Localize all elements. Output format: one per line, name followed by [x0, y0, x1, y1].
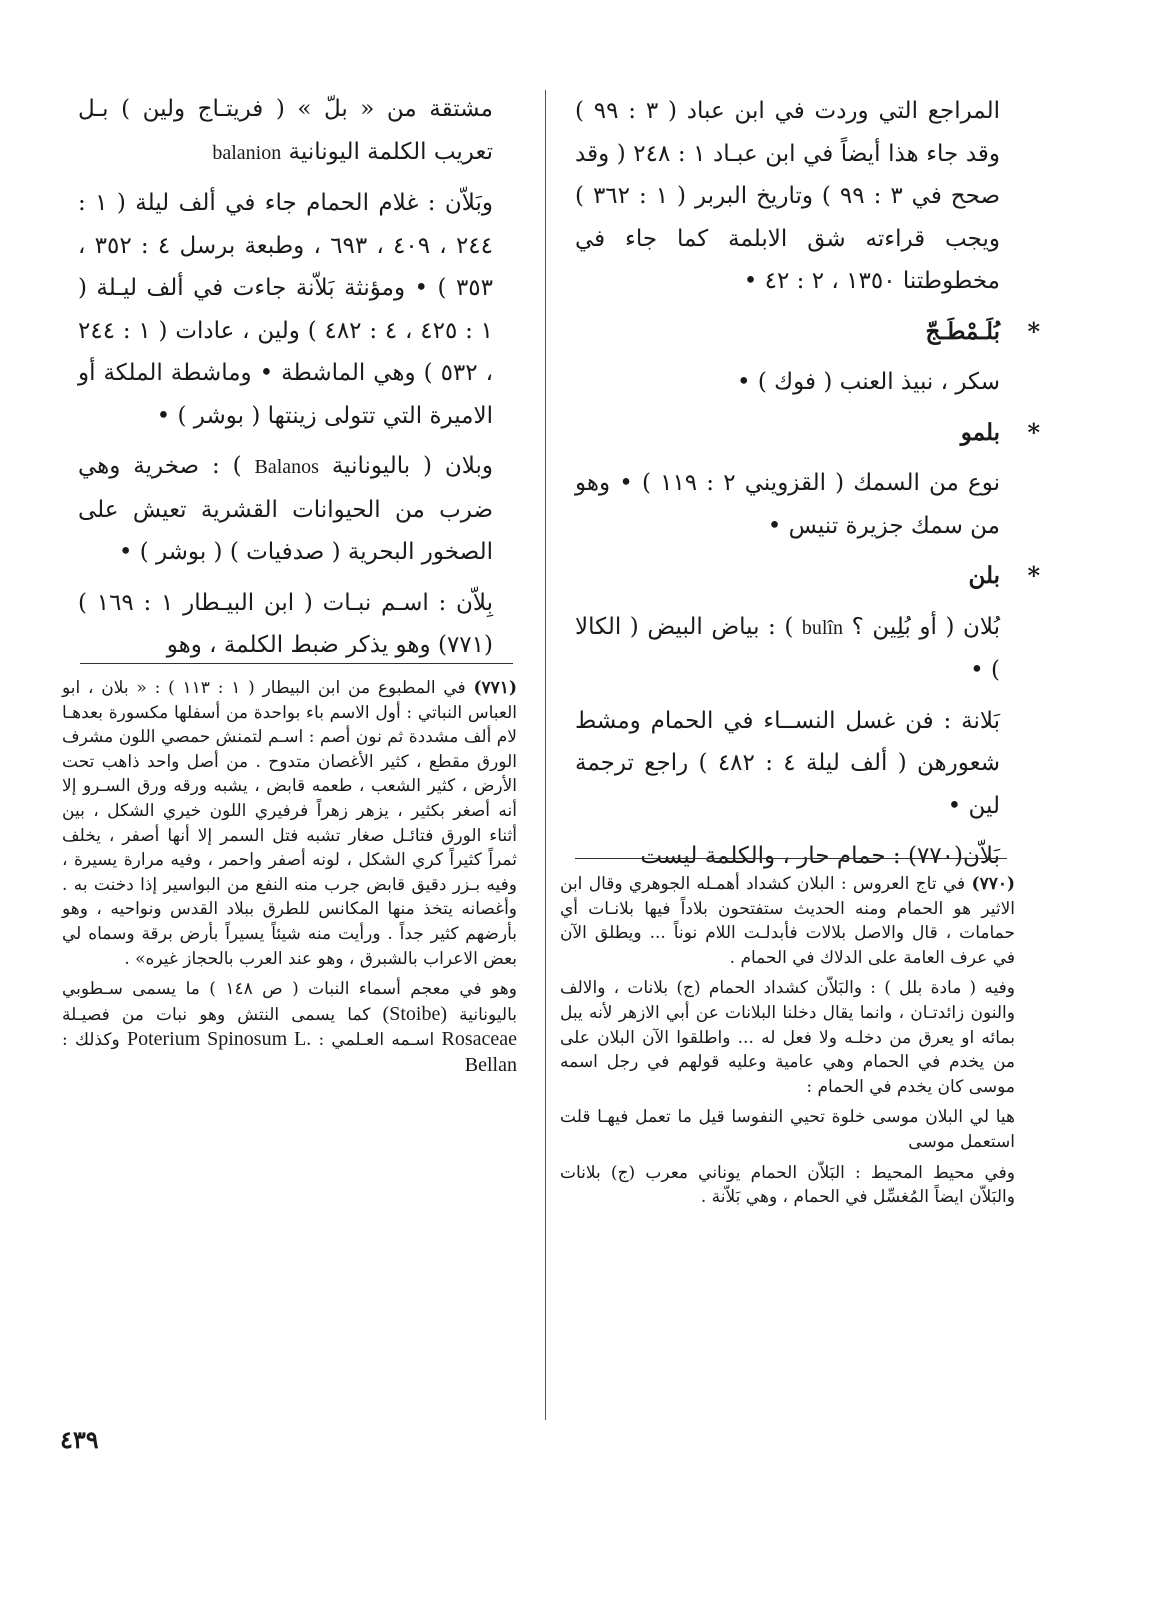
entry-head-balan [575, 555, 1040, 598]
entry-body-part: بُلان ( أو بُلِين ؟ [851, 613, 1000, 640]
footnote-number: (٧٧٠) [971, 874, 1016, 894]
latin-term: bulîn [801, 616, 844, 639]
entry-head-text: بلن [968, 562, 1000, 589]
footnote-771-paragraph-2 [62, 977, 517, 1078]
footnote-number: (٧٧١) [473, 678, 517, 698]
entry-star-icon: * [1027, 561, 1040, 590]
entry-head-text: بُلَـمْطَـجّ [925, 317, 1000, 345]
latin-term: Balanos [254, 456, 319, 478]
latin-term: (Stoibe) [382, 1002, 447, 1025]
left-paragraph-4: بِلاّن : اسـم نبـات ( ابن البيـطار ١ : ١٦٩ )(٧٧١) وهو يذكر ضبط الكلمة ، وهو [78, 589, 493, 658]
left-paragraph-3 [78, 445, 493, 574]
entry-star-icon: * [1027, 316, 1040, 346]
entry-body-balan [575, 606, 1000, 692]
footnote-771-paragraph-1 [62, 676, 517, 971]
footnote-770-verse: هيا لي البلان موسى خلوة تحيي النفوسا قيل ما تعمل فيهـا قلت استعمل موسى [560, 1107, 1015, 1152]
footnote-text: في تاج العروس : البلان كشداد أهمـله الجوهري وقال ابن الاثير هو الحمام ومنه الحديث ستفتحون بلاداً فيها بلانـات أي حمامات ، قال والاصل بلالات فأبدلـت اللام نوناً ... ويطلق الآن في عرف العامة على الدلاك في الحمام . [560, 874, 1015, 968]
text-part: ) : صخرية وهي ضرب من الحيوانات القشرية تعيش على الصخور البحرية ( صدفيات ) ( بوشر ) • [78, 453, 493, 565]
left-column [78, 88, 493, 667]
footnote-divider-left [80, 663, 513, 664]
footnote-770 [560, 872, 1015, 1210]
page-number: ٤٣٩ [60, 1425, 99, 1454]
entry-head-balamtaj [575, 311, 1040, 354]
right-intro-paragraph: المراجع التي وردت في ابن عباد ( ٣ : ٩٩ ) وقد جاء هذا أيضاً في ابن عبـاد ١ : ٢٤٨ ( وقد صحح في ٣ : ٩٩ ) وتاريخ البربر ( ١ : ٣٦٢ ) ويجب قراءته شق الابلمة كما جاء في مخطوطتنا ١٣٥٠ ، ٢ : ٤٢ • [575, 98, 1001, 294]
entry-head-balmu [575, 412, 1040, 455]
entry-body-balamtaj: سكر ، نبيذ العنب ( فوك ) • [737, 369, 1000, 395]
footnote-770-paragraph-2: وفيه ( مادة بلل ) : والبَلاّن كشداد الحمام (ج) بلانات ، والالف والنون زائدتـان ، وانما يقال دخلنا البلانات عن أبي الازهر لأنه يبل بمائه او يعرق من دخلـه ولا فعل له ... واطلقوا الآن البلان على من يخدم في الحمام وهي عامية وعليه قولهم في رجل اسمه موسى كان يخدم في الحمام : [560, 978, 1015, 1097]
footnote-771 [62, 676, 517, 1079]
latin-term: Poterium Spinosum L. [126, 1028, 312, 1051]
latin-term: Rosaceae [441, 1028, 518, 1051]
latin-term: Bellan [464, 1053, 517, 1076]
entry-star-icon: * [1027, 417, 1040, 447]
footnote-divider-right [575, 858, 1007, 859]
text-part: مشتقة من « بلّ » ( فريتـاج ولين ) بـل تعريب الكلمة اليونانية [78, 96, 493, 165]
latin-term: balanion [212, 141, 282, 164]
left-paragraph-1 [78, 88, 493, 174]
paragraph-ballana: بَلانة : فن غسل النســاء في الحمام ومشط شعورهن ( ألف ليلة ٤ : ٤٨٢ ) راجع ترجمة لين • [575, 707, 1000, 819]
paragraph-ballan: بَلاّن(٧٧٠) : حمام حار ، والكلمة ليست [640, 843, 1000, 869]
text-part: وبلان ( باليونانية [331, 453, 493, 479]
left-paragraph-2: وبَلاّن : غلام الحمام جاء في ألف ليلة ( ١ : ٢٤٤ ، ٤٠٩ ، ٦٩٣ ، وطبعة برسل ٤ : ٣٥٢ ، ٣٥٣ ) • ومؤنثة بَلاّنة جاءت في ألف ليـلة ( ١ : ٤٢٥ ، ٤ : ٤٨٢ ) ولين ، عادات ( ١ : ٢٤٤ ، ٥٣٢ ) وهي الماشطة • وماشطة الملكة أو الاميرة التي تتولى زينتها ( بوشر ) • [78, 190, 494, 429]
entry-body-balmu: نوع من السمك ( القزويني ٢ : ١١٩ ) • وهو من سمك جزيرة تنيس • [575, 470, 1000, 539]
entry-body-part: ) : بياض البيض ( الكالا ) • [575, 613, 1000, 683]
footnote-770-paragraph-4: وفي محيط المحيط : البَلاّن الحمام يوناني معرب (ج) بلانات والبَلاّن ايضاً المُغسِّل في الحمام ، وهي بَلاّنة . [560, 1162, 1015, 1208]
entry-head-text: بلمو [960, 418, 1000, 446]
column-separator [545, 90, 546, 1420]
footnote-text: اسـمه العـلمي : [318, 1030, 435, 1051]
footnote-text: وهو في معجم أسماء النبات ( ص ١٤٨ ) ما يسمى سـطوبي باليونانية [62, 979, 518, 1025]
footnote-770-paragraph-1 [560, 872, 1015, 970]
footnote-text: في المطبوع من ابن البيطار ( ١ : ١١٣ ) : « بلان ، ابو العباس النباتي : أول الاسم باء بواحدة من أسفلها مكسورة بعدهـا لام ألف مشددة ثم نون أصم : اسـم لتمنش حمصي اللون مشرف الورق مقطع ، كثير الأغصان متدوح . من أصل واحد ذاهب تحت الأرض ، كثير الشعب ، طعمه قابض ، يشبه ورقه ورق السـرو إلا أنه أصغر بكثير ، يزهر زهراً فرفيري اللون خيري الشكل ، بين أثناء الورق فتائـل صغار تشبه فتل السمر إلا أنها أصفر ، يخلف ثمراً كثيراً كري الشكل ، لونه أصفر واحمر ، وفيه مرارة يسيرة ، وفيه بـزر دقيق قابض جرب منه النفع من البواسير إذا دخنت به . وأغصانه يتخذ منها المكانس للطرق ببلاد القدس ونواحيه ، وهو بأرضهم كثير جداً . ورأيت منه شيئاً يسيراً بأرض برقة وسماه لي بعض الاعراب بالشبرق ، وهو عند العرب بالحجاز غيره» . [62, 678, 517, 969]
footnote-text: كما يسمى النتش وهو نبات من فصيـلة [62, 1004, 371, 1025]
footnote-text: وكذلك : [62, 1030, 120, 1051]
right-column [575, 90, 1040, 878]
